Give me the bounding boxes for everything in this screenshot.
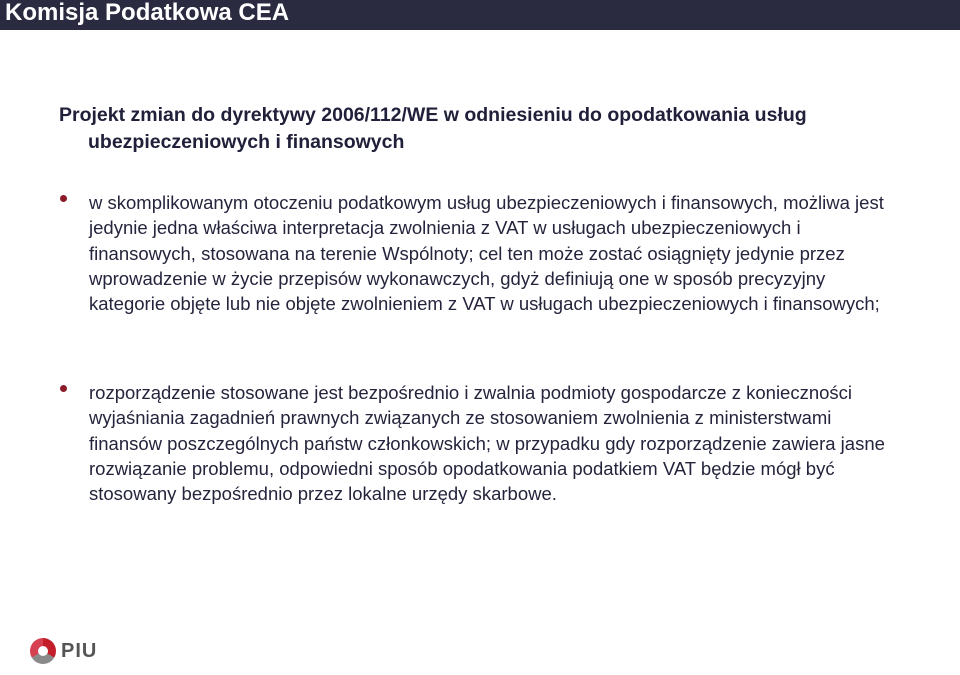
logo-text: PIU	[61, 640, 98, 662]
header-bar	[0, 0, 960, 30]
footer-logo	[30, 636, 150, 666]
slide-title: Komisja Podatkowa CEA	[5, 0, 290, 26]
bullet-text: w skomplikowanym otoczeniu podatkowym usług ubezpieczeniowych i finansowych, możliwa jest jedynie jedna właściwa interpretacja zwolnienia z VAT w usługach ubezpieczeniowych i finansowych, stosowana na terenie Wspólnoty; cel ten może zostać osiągnięty jedynie przez wprowadzenie w życie przepisów wykonawczych, gdyż definiują one w sposób precyzyjny kategorie objęte lub nie objęte zwolnieniem z VAT w usługach ubezpieczeniowych i finansowych;	[89, 192, 884, 315]
slide-subtitle	[59, 102, 889, 156]
bullet-text: rozporządzenie stosowane jest bezpośrednio i zwalnia podmioty gospodarcze z konieczności wyjaśniania zagadnień prawnych związanych ze stosowaniem zwolnienia z ministerstwami finansów poszczególnych państw członkowskich; w przypadku gdy rozporządzenie zawiera jasne rozwiązanie problemu, odpowiedni sposób opodatkowania podatkiem VAT będzie mógł być stosowany bezpośrednio przez lokalne urzędy skarbowe.	[89, 382, 885, 505]
bullet-icon	[60, 195, 67, 202]
piu-logo-icon	[30, 638, 56, 664]
subtitle-line-1: Projekt zmian do dyrektywy 2006/112/WE w odniesieniu do opodatkowania usług	[59, 104, 807, 126]
subtitle-line-2: ubezpieczeniowych i finansowych	[88, 131, 405, 153]
bullet-icon	[60, 385, 67, 392]
